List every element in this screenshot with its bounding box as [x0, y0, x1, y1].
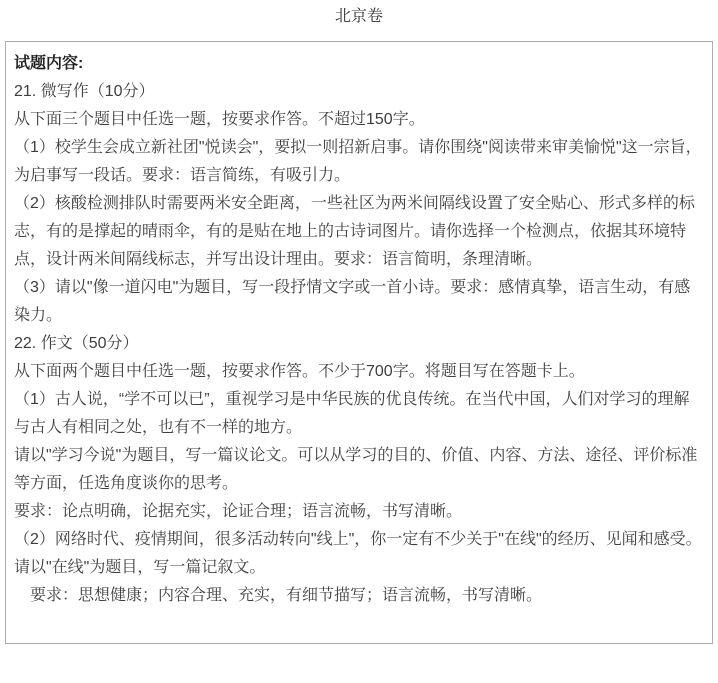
question-21-title: 21. 微写作（10分）: [14, 83, 155, 100]
question-22-option-2-requirements: 要求：思想健康；内容合理、充实，有细节描写；语言流畅，书写清晰。: [14, 587, 543, 604]
question-21-option-3: （3）请以"像一道闪电"为题目，写一段抒情文字或一首小诗。要求：感情真挚，语言生动，有感染力。: [14, 279, 691, 324]
question-22-option-1-task: 请以"学习今说"为题目，写一篇议论文。可以从学习的目的、价值、内容、方法、途径、评价标准等方面，任选角度谈你的思考。: [14, 447, 698, 492]
question-22-option-2-task: 请以"在线"为题目，写一篇记叙文。: [14, 559, 266, 576]
question-21-option-2: （2）核酸检测排队时需要两米安全距离，一些社区为两米间隔线设置了安全贴心、形式多样的标志，有的是撑起的晴雨伞，有的是贴在地上的古诗词图片。请你选择一个检测点，依据其环境特点，设计两米间隔线标志，并写出设计理由。要求：语言简明，条理清晰。: [14, 195, 695, 268]
section-heading: 试题内容:: [14, 55, 84, 72]
question-22-title: 22. 作文（50分）: [14, 335, 139, 352]
question-22-instructions: 从下面两个题目中任选一题，按要求作答。不少于700字。将题目写在答题卡上。: [14, 363, 585, 380]
question-22-option-1-requirements: 要求：论点明确，论据充实，论证合理；语言流畅，书写清晰。: [14, 503, 463, 520]
exam-content-panel: [5, 41, 713, 644]
page-title: 北京卷: [334, 8, 383, 25]
question-22-option-2: （2）网络时代、疫情期间，很多活动转向"线上"，你一定有不少关于"在线"的经历、见闻和感受。: [14, 531, 702, 548]
question-22-option-1: （1）古人说，“学不可以已”，重视学习是中华民族的优良传统。在当代中国，人们对学习的理解与古人有相同之处，也有不一样的地方。: [14, 391, 690, 436]
question-21-instructions: 从下面三个题目中任选一题，按要求作答。不超过150字。: [14, 111, 425, 128]
question-21-option-1: （1）校学生会成立新社团"悦读会"，要拟一则招新启事。请你围绕"阅读带来审美愉悦"这一宗旨，为启事写一段话。要求：语言简练，有吸引力。: [14, 139, 702, 184]
